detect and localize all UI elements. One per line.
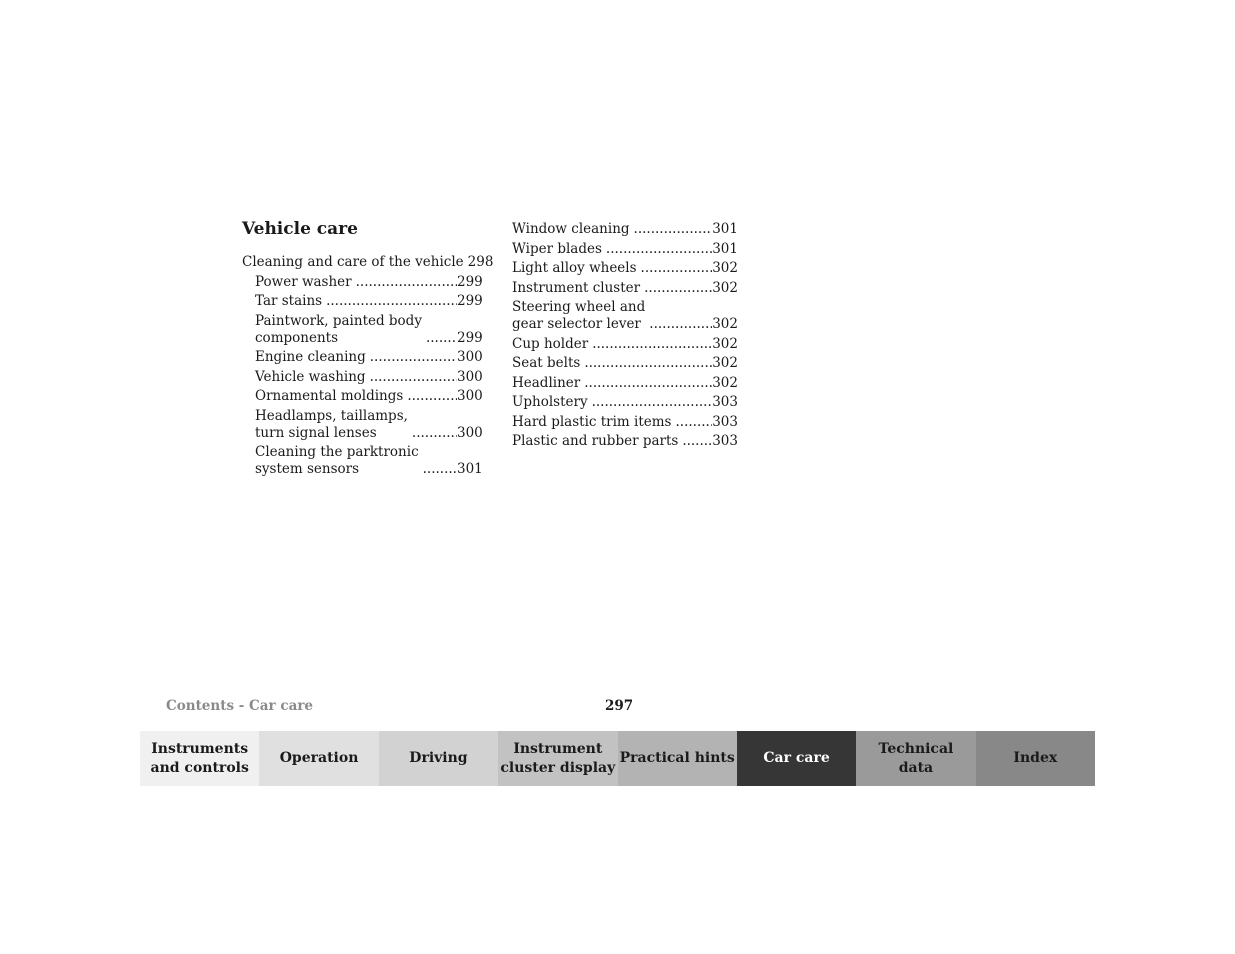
toc-left-column <box>242 254 494 481</box>
section-title: Vehicle care <box>242 219 358 239</box>
toc-entry-page: 299 <box>457 293 483 309</box>
toc-entry-title: Instrument cluster <box>512 279 641 296</box>
toc-entry-page: 301 <box>712 221 738 237</box>
toc-entry-page: 302 <box>712 279 738 296</box>
toc-entry-title: Headliner <box>512 374 581 391</box>
toc-entry[interactable] <box>242 313 482 347</box>
dot-leader <box>326 293 457 310</box>
toc-entry-title: Plastic and rubber parts <box>512 433 679 449</box>
toc-entry[interactable] <box>242 444 482 478</box>
dot-leader <box>412 425 457 442</box>
toc-entry[interactable] <box>512 375 738 392</box>
toc-entry-title: Ornamental moldings <box>255 388 404 404</box>
toc-entry-page: 300 <box>457 388 483 404</box>
toc-entry[interactable] <box>512 336 738 353</box>
dot-leader <box>644 280 712 297</box>
tab-index[interactable]: Index <box>976 731 1095 786</box>
toc-entry-page: 299 <box>457 329 483 346</box>
chapter-tab-bar <box>140 731 1095 786</box>
tab-instrument-cluster-display[interactable]: Instrument cluster display <box>498 731 617 786</box>
dot-leader <box>584 375 712 392</box>
tab-instruments-and-controls[interactable]: Instruments and controls <box>140 731 259 786</box>
toc-entry-page: 300 <box>457 424 483 441</box>
toc-entry[interactable] <box>242 349 482 366</box>
dot-leader <box>356 274 457 291</box>
toc-entry-page: 299 <box>457 273 483 290</box>
toc-entry[interactable] <box>512 414 738 431</box>
dot-leader <box>676 414 713 431</box>
dot-leader <box>426 330 457 347</box>
toc-entry[interactable] <box>242 408 482 442</box>
toc-entry[interactable] <box>512 433 738 450</box>
dot-leader <box>641 260 712 277</box>
toc-entry[interactable] <box>512 355 738 372</box>
toc-entry-title: Light alloy wheels <box>512 260 637 276</box>
toc-entry-title: Wiper blades <box>512 240 602 257</box>
tab-operation[interactable]: Operation <box>259 731 378 786</box>
toc-entry-title: Steering wheel and gear selector lever <box>512 299 646 332</box>
toc-entry-page: 300 <box>457 368 483 385</box>
dot-leader <box>606 241 712 258</box>
dot-leader <box>370 349 457 366</box>
tab-technical-data[interactable]: Technical data <box>856 731 975 786</box>
toc-entry-page: 302 <box>712 316 738 332</box>
toc-right-column <box>512 221 738 453</box>
toc-entry-title: Tar stains <box>255 293 323 309</box>
toc-entry[interactable] <box>512 299 738 333</box>
toc-entry[interactable] <box>242 369 482 386</box>
toc-entry-page: 300 <box>457 349 483 365</box>
toc-entry-title: Power washer <box>255 273 352 290</box>
toc-entry[interactable] <box>512 394 738 411</box>
toc-entry[interactable] <box>242 388 482 405</box>
tab-car-care[interactable]: Car care <box>737 731 856 786</box>
toc-entry[interactable] <box>512 221 738 238</box>
toc-entry-page: 298 <box>467 254 494 270</box>
toc-entry-page: 303 <box>712 433 738 449</box>
dot-leader <box>407 388 457 405</box>
toc-entry-title: Hard plastic trim items <box>512 413 672 430</box>
tab-practical-hints[interactable]: Practical hints <box>618 731 737 786</box>
toc-entry[interactable] <box>512 280 738 297</box>
toc-entry-title: Cup holder <box>512 335 589 352</box>
toc-entry-title: Cleaning the parktronic system sensors <box>255 444 419 477</box>
page-number: 297 <box>605 698 634 714</box>
dot-leader <box>584 355 712 372</box>
toc-entry-page: 303 <box>712 413 738 430</box>
toc-entry-title: Seat belts <box>512 355 581 371</box>
toc-entry-page: 302 <box>712 335 738 352</box>
toc-entry-page: 302 <box>712 374 738 391</box>
toc-entry-page: 302 <box>712 260 738 276</box>
dot-leader <box>592 336 712 353</box>
dot-leader <box>592 394 712 411</box>
toc-entry-title: Engine cleaning <box>255 349 366 365</box>
footer-breadcrumb: Contents - Car care <box>166 698 314 714</box>
toc-entry-title: Paintwork, painted body components <box>255 312 422 346</box>
toc-entry-title: Headlamps, taillamps, turn signal lenses <box>255 407 408 441</box>
toc-entry-page: 301 <box>457 461 483 477</box>
dot-leader <box>649 316 712 333</box>
toc-entry-title: Vehicle washing <box>255 368 366 385</box>
toc-entry-page: 301 <box>712 240 738 257</box>
toc-entry-page: 302 <box>712 355 738 371</box>
dot-leader <box>682 433 712 450</box>
toc-entry[interactable] <box>242 254 494 271</box>
dot-leader <box>423 461 457 478</box>
dot-leader <box>370 369 457 386</box>
toc-entry[interactable] <box>512 260 738 277</box>
toc-entry[interactable] <box>512 241 738 258</box>
toc-entry-title: Upholstery <box>512 394 588 410</box>
toc-entry-page: 303 <box>712 394 738 410</box>
dot-leader <box>634 221 712 238</box>
toc-entry[interactable] <box>242 274 482 291</box>
toc-entry-title: Window cleaning <box>512 221 630 237</box>
toc-entry[interactable] <box>242 293 482 310</box>
toc-entry-title: Cleaning and care of the vehicle <box>242 254 464 270</box>
tab-driving[interactable]: Driving <box>379 731 498 786</box>
